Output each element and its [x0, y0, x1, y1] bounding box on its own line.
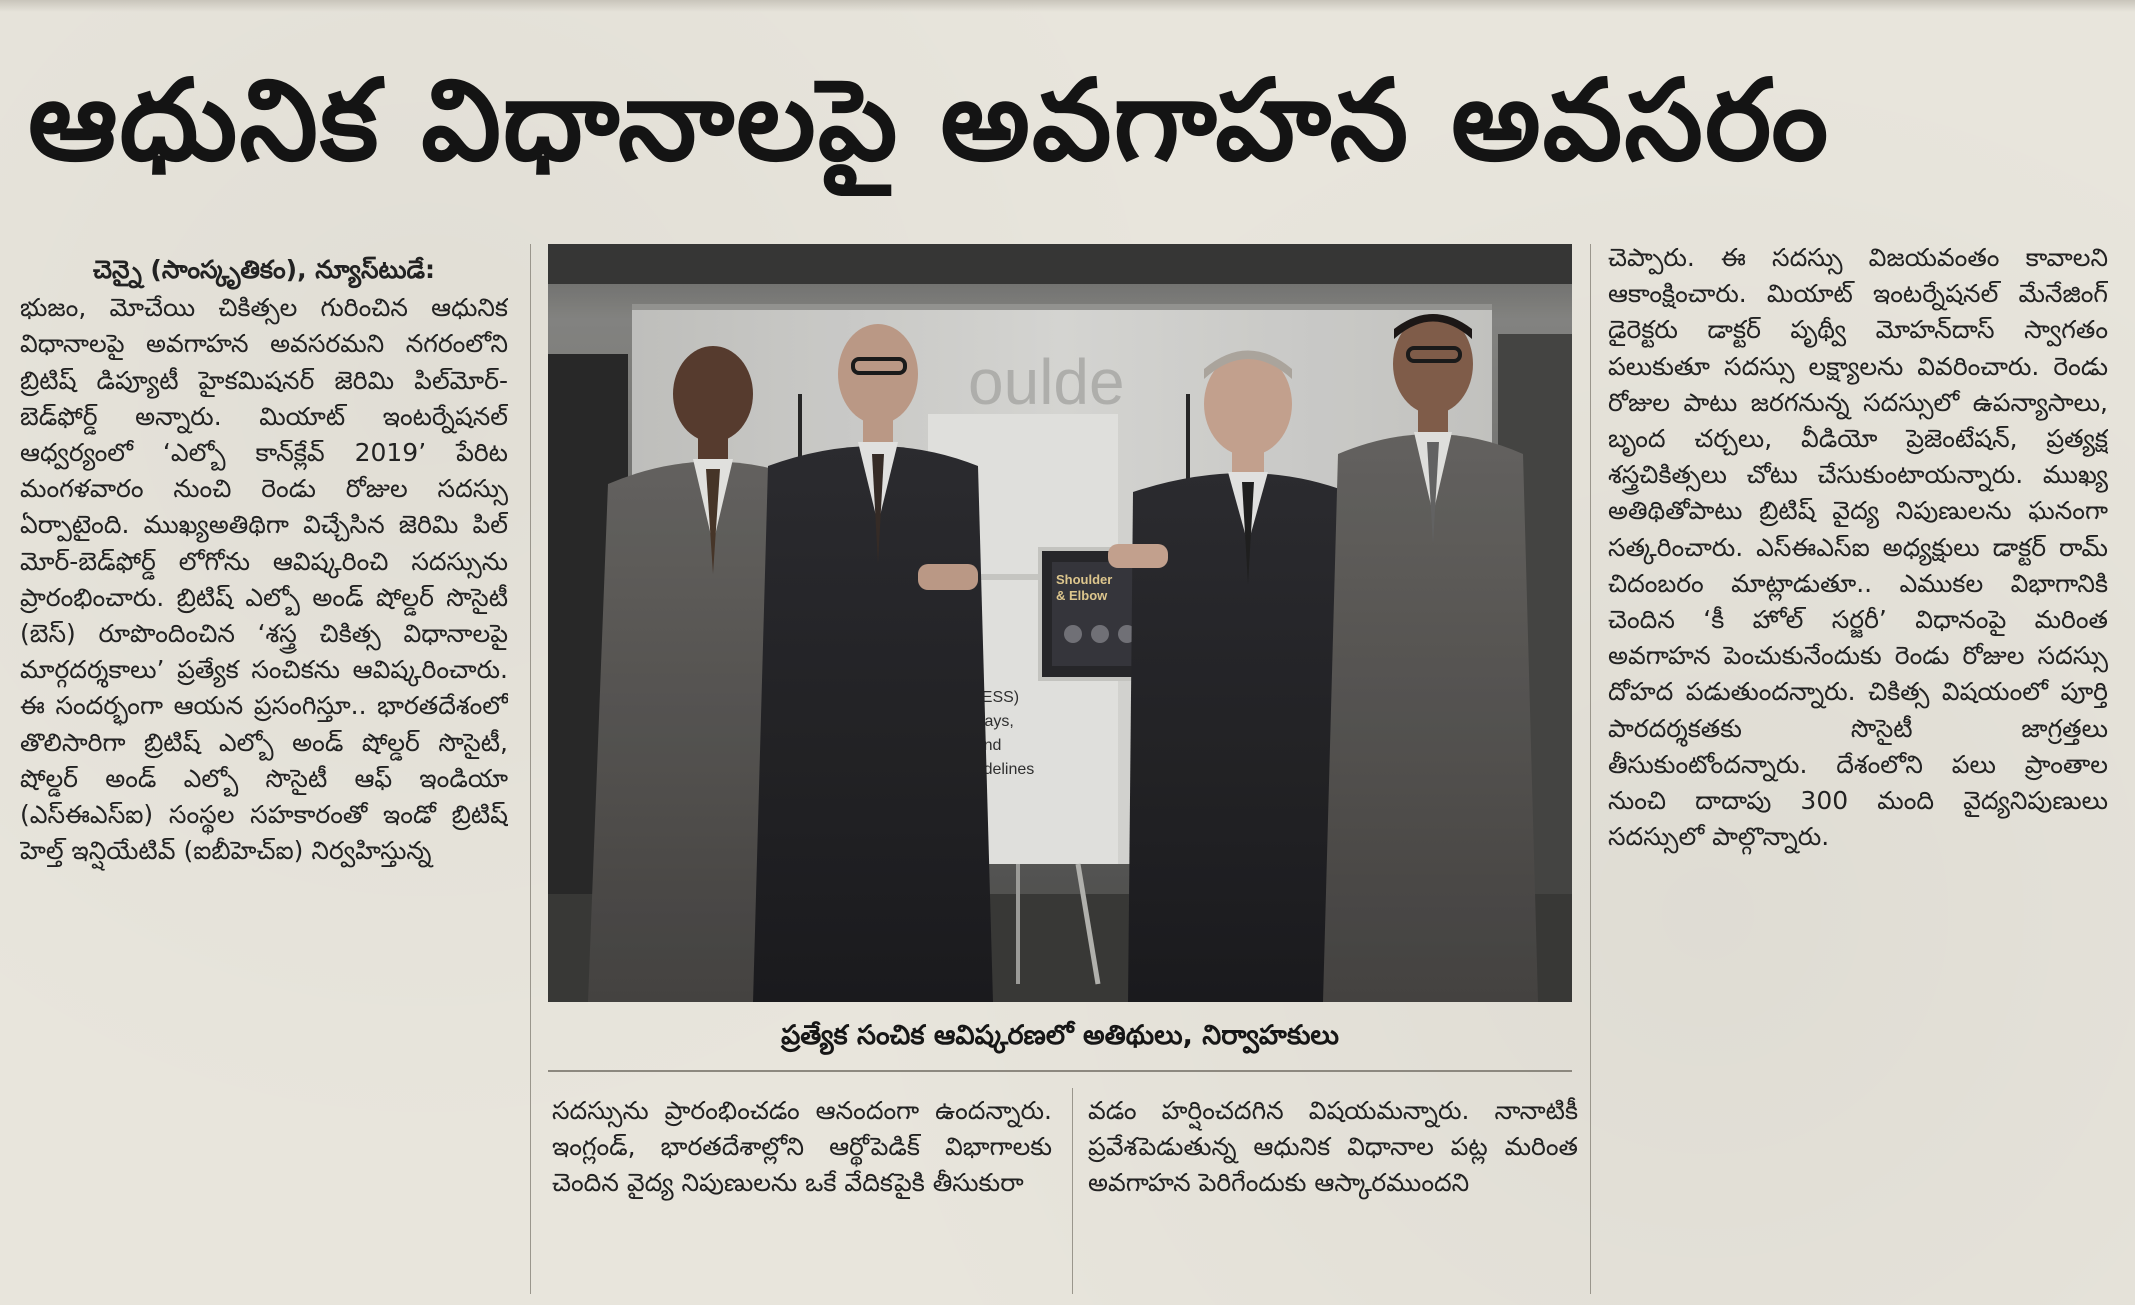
column-rule	[530, 244, 531, 1294]
article-column-bottom-b: వడం హర్షించదగిన విషయమన్నారు. నానాటికీ ప్రవేశపెడుతున్న ఆధునిక విధానాల పట్ల మరింత అవగాహన పెరిగేందుకు ఆస్కారముందని	[1088, 1096, 1578, 1198]
event-photo	[548, 244, 1572, 1002]
article-column-right: చెప్పారు. ఈ సదస్సు విజయవంతం కావాలని ఆకాంక్షించారు. మియాట్ ఇంటర్నేషనల్ మేనేజింగ్ డైరెక్టరు డాక్టర్ పృథ్వీ మోహన్‌దాస్ స్వాగతం పలుకుతూ సదస్సు లక్ష్యాలను వివరించారు. రెండు రోజుల పాటు జరగనున్న సదస్సులో ఉపన్యాసాలు, బృంద చర్చలు, వీడియో ప్రెజెంటేషన్, ప్రత్యక్ష శస్త్రచికిత్సలు చోటు చేసుకుంటాయన్నారు. ముఖ్య అతిథితోపాటు బ్రిటిష్ వైద్య నిపుణులను ఘనంగా సత్కరించారు. ఎస్ఈఎస్ఐ అధ్యక్షులు డాక్టర్ రామ్ చిదంబరం మాట్లాడుతూ.. ఎముకల విభాగానికి చెందిన ‘కీ హోల్ సర్జరీ’ విధానంపై మరింత అవగాహన పెంచుకునేందుకు రెండు రోజుల సదస్సు దోహద పడుతుందన్నారు. చికిత్స విషయంలో పూర్తి పారదర్శకతకు సొసైటీ జాగ్రత్తలు తీసుకుంటోందన్నారు. దేశంలోని పలు ప్రాంతాల నుంచి దాదాపు 300 మంది వైద్యనిపుణులు సదస్సులో పాల్గొన్నారు.	[1608, 243, 2108, 852]
page-top-edge	[0, 0, 2135, 12]
column-rule	[1072, 1088, 1073, 1294]
article-text-left: భుజం, మోచేయి చికిత్సల గురించిన ఆధునిక విధానాలపై అవగాహన అవసరమని నగరంలోని బ్రిటిష్ డిప్యూటీ హైకమిషనర్ జెరిమి పిల్‌మోర్-బెడ్‌ఫోర్డ్ అన్నారు. మియాట్ ఇంటర్నేషనల్ ఆధ్వర్యంలో ‘ఎల్బో కాన్‌క్లేవ్ 2019’ పేరిట మంగళవారం నుంచి రెండు రోజుల సదస్సు ఏర్పాటైంది. ముఖ్యఅతిథిగా విచ్చేసిన జెరిమి పిల్ మోర్-బెడ్‌ఫోర్డ్ లోగోను ఆవిష్కరించి సదస్సును ప్రారంభించారు. బ్రిటిష్ ఎల్బో అండ్ షోల్డర్ సొసైటీ (బెస్) రూపొందించిన ‘శస్త్ర చికిత్స విధానాలపై మార్గదర్శకాలు’ ప్రత్యేక సంచికను ఆవిష్కరించారు. ఈ సందర్భంగా ఆయన ప్రసంగిస్తూ.. భారతదేశంలో తొలిసారిగా బ్రిటిష్ ఎల్బో అండ్ షోల్డర్ సొసైటీ, షోల్డర్ అండ్ ఎల్బో సొసైటీ ఆఫ్ ఇండియా (ఎస్ఈఎస్ఐ) సంస్థల సహకారంతో ఇండో బ్రిటిష్ హెల్త్ ఇన్షియేటివ్ (ఐబీహెచ్ఐ) నిర్వహిస్తున్న	[20, 293, 508, 866]
column-rule	[1590, 244, 1591, 1294]
article-column-left	[20, 252, 508, 1297]
dateline: చెన్నై (సాంస్కృతికం), న్యూస్‌టుడే:	[93, 255, 435, 284]
photo-caption: ప్రత్యేక సంచిక ఆవిష్కరణలో అతిథులు, నిర్వాహకులు	[781, 1020, 1339, 1051]
caption-divider	[548, 1070, 1572, 1072]
article-column-bottom-a: సదస్సును ప్రారంభించడం ఆనందంగా ఉందన్నారు. ఇంగ్లండ్, భారతదేశాల్లోని ఆర్థోపెడిక్ విభాగాలకు చెందిన వైద్య నిపుణులను ఒకే వేదికపైకి తీసుకురా	[552, 1096, 1052, 1198]
photo-illustration	[548, 244, 1572, 1002]
headline: ఆధునిక విధానాలపై అవగాహన అవసరం	[28, 56, 1831, 186]
